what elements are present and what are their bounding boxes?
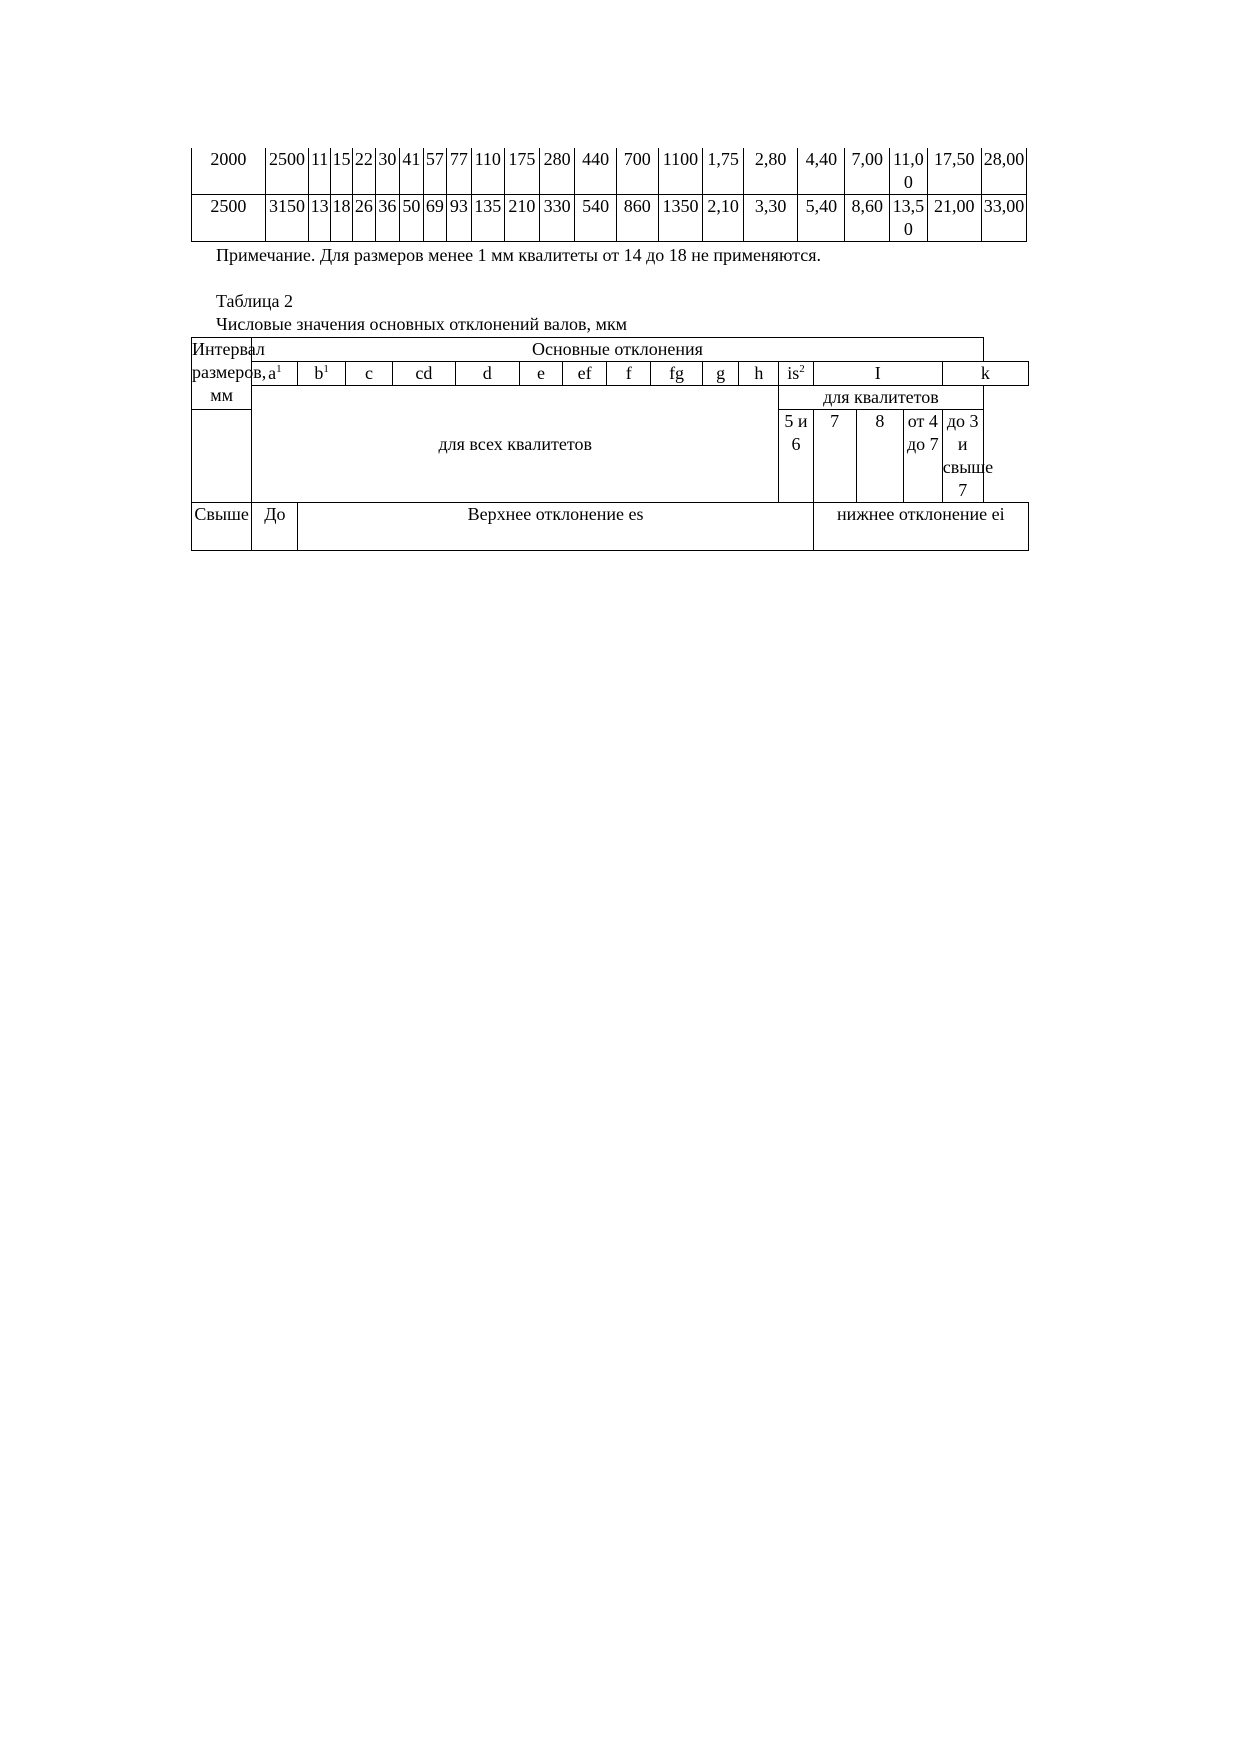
qualities-header: для квалитетов — [779, 386, 983, 410]
col-h: h — [739, 362, 779, 386]
table-cell: 2000 — [192, 148, 266, 195]
over-header: Свыше — [192, 503, 252, 551]
col-f: f — [607, 362, 651, 386]
table-cell: 13,50 — [890, 195, 927, 242]
quality-8: 8 — [856, 410, 903, 503]
table-cell: 440 — [575, 148, 617, 195]
table-cell: 15 — [330, 148, 352, 195]
shaft-deviations-table — [191, 337, 1029, 551]
interval-header: Интервал размеров, мм — [192, 338, 252, 410]
quality-5-6: 5 и 6 — [779, 410, 813, 503]
quality-7: 7 — [813, 410, 856, 503]
table-cell: 2500 — [265, 148, 309, 195]
table-cell: 700 — [616, 148, 658, 195]
table-cell: 110 — [471, 148, 504, 195]
table-cell: 2,80 — [743, 148, 797, 195]
col-d: d — [455, 362, 520, 386]
table-cell: 33,00 — [982, 195, 1027, 242]
table-cell: 3,30 — [743, 195, 797, 242]
table-cell: 93 — [447, 195, 472, 242]
col-g: g — [702, 362, 739, 386]
table-cell: 28,00 — [982, 148, 1027, 195]
lower-deviation-header: нижнее отклонение ei — [813, 503, 1028, 551]
table-note: Примечание. Для размеров менее 1 мм квалитеты от 14 до 18 не применяются. — [216, 245, 822, 265]
col-e: e — [520, 362, 563, 386]
table-cell: 280 — [540, 148, 575, 195]
col-fg: fg — [651, 362, 703, 386]
col-is: $is^2$ — [779, 362, 813, 386]
col-cd: cd — [393, 362, 455, 386]
table-cell: 135 — [471, 195, 504, 242]
table-cell: 860 — [616, 195, 658, 242]
table-label: Таблица 2 — [216, 291, 293, 311]
table-cell: 1100 — [658, 148, 703, 195]
to-header: До — [252, 503, 298, 551]
col-j: I — [813, 362, 942, 386]
table-row — [192, 148, 1027, 195]
qualities-table-tail — [191, 148, 1027, 242]
table-cell: 13 — [309, 195, 330, 242]
col-c: c — [345, 362, 392, 386]
table-cell: 21,00 — [927, 195, 981, 242]
table-cell: 5,40 — [798, 195, 845, 242]
quality-4-7: от 4 до 7 — [904, 410, 943, 503]
table-cell: 2500 — [192, 195, 266, 242]
table-cell: 4,40 — [798, 148, 845, 195]
table-cell: 18 — [330, 195, 352, 242]
table-cell: 69 — [423, 195, 446, 242]
table-cell: 50 — [400, 195, 423, 242]
all-qualities-header: для всех квалитетов — [252, 386, 779, 503]
table-cell: 11 — [309, 148, 330, 195]
table-cell: 22 — [353, 148, 375, 195]
table-cell: 36 — [375, 195, 400, 242]
table-cell: 2,10 — [703, 195, 744, 242]
table-cell: 26 — [353, 195, 375, 242]
table-cell: 30 — [375, 148, 400, 195]
table-cell: 3150 — [265, 195, 309, 242]
table-cell: 540 — [575, 195, 617, 242]
table-cell: 175 — [504, 148, 539, 195]
col-b: $b^1$ — [298, 362, 345, 386]
table-cell: 17,50 — [927, 148, 981, 195]
col-a: $a^1$ — [252, 362, 298, 386]
interval-header-cont — [192, 410, 298, 503]
upper-deviation-header: Верхнее отклонение es — [298, 503, 813, 551]
table-cell: 57 — [423, 148, 446, 195]
table-cell: 11,00 — [890, 148, 927, 195]
table-cell: 8,60 — [845, 195, 890, 242]
col-k: k — [942, 362, 1028, 386]
table-cell: 41 — [400, 148, 423, 195]
table-row — [192, 195, 1027, 242]
table-cell: 77 — [447, 148, 472, 195]
table-cell: 1350 — [658, 195, 703, 242]
quality-3-7: до 3 и свыше 7 — [942, 410, 983, 503]
table-cell: 1,75 — [703, 148, 744, 195]
table-cell: 7,00 — [845, 148, 890, 195]
table-title: Числовые значения основных отклонений валов, мкм — [216, 314, 628, 334]
col-ef: ef — [563, 362, 607, 386]
table-cell: 330 — [540, 195, 575, 242]
table-cell: 210 — [504, 195, 539, 242]
main-deviations-header: Основные отклонения — [252, 338, 983, 362]
